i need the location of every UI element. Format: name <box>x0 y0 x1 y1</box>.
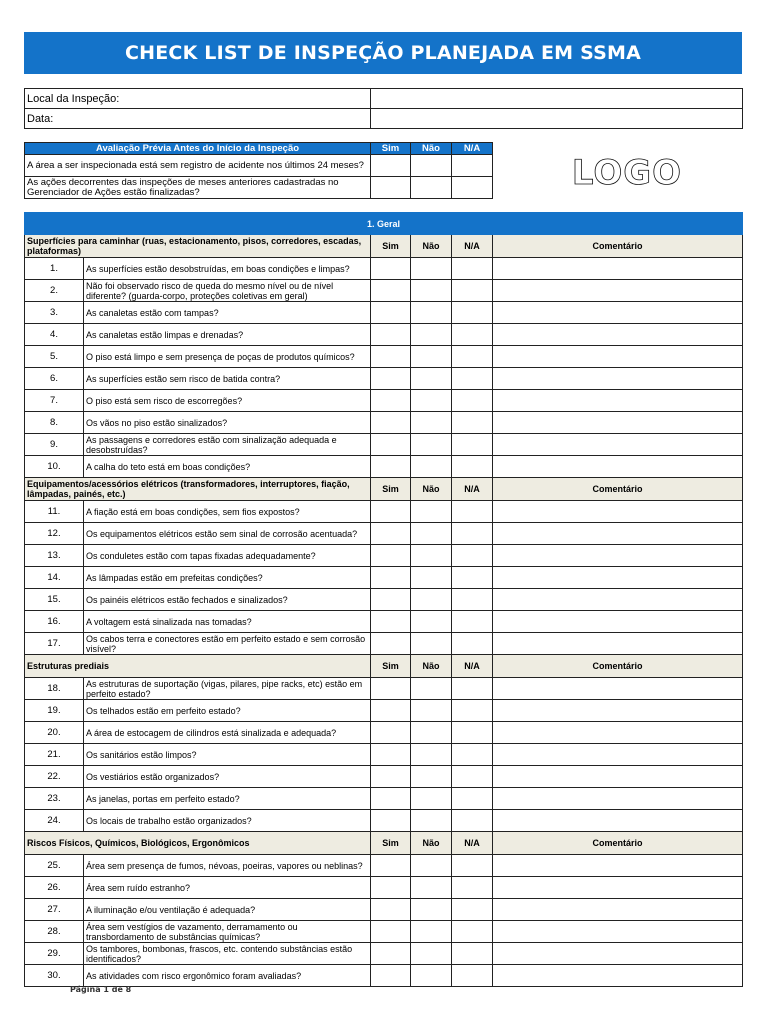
comentario-cell[interactable] <box>493 877 743 899</box>
pre-nao-cell[interactable] <box>411 155 452 177</box>
item-number: 25. <box>25 855 84 877</box>
nao-cell[interactable] <box>411 523 452 545</box>
comentario-cell[interactable] <box>493 965 743 987</box>
item-question: Os tambores, bombonas, frascos, etc. contendo substâncias estão identificados? <box>84 943 371 965</box>
table-row <box>25 700 743 722</box>
page-title: CHECK LIST DE INSPEÇÃO PLANEJADA EM SSMA <box>24 32 742 74</box>
comentario-cell[interactable] <box>493 346 743 368</box>
sim-cell[interactable] <box>371 589 411 611</box>
data-field[interactable] <box>371 109 743 129</box>
sim-cell[interactable] <box>371 368 411 390</box>
comentario-cell[interactable] <box>493 434 743 456</box>
na-cell[interactable] <box>452 368 493 390</box>
item-number: 7. <box>25 390 84 412</box>
item-question: As estruturas de suportação (vigas, pilares, pipe racks, etc) estão em perfeito estado? <box>84 678 371 700</box>
table-row <box>25 346 743 368</box>
item-question: As atividades com risco ergonômico foram avaliadas? <box>84 965 371 987</box>
table-row <box>25 678 743 700</box>
sim-header: Sim <box>371 478 411 501</box>
nao-header: Não <box>411 655 452 678</box>
table-row <box>25 412 743 434</box>
section-title: Superfícies para caminhar (ruas, estacionamento, pisos, corredores, escadas, plataformas) <box>25 235 371 258</box>
table-row <box>25 965 743 987</box>
nao-cell[interactable] <box>411 678 452 700</box>
comentario-cell[interactable] <box>493 633 743 655</box>
item-number: 21. <box>25 744 84 766</box>
item-question: A voltagem está sinalizada nas tomadas? <box>84 611 371 633</box>
nao-cell[interactable] <box>411 456 452 478</box>
table-row <box>25 589 743 611</box>
table-row <box>25 523 743 545</box>
item-number: 6. <box>25 368 84 390</box>
item-question: Os telhados estão em perfeito estado? <box>84 700 371 722</box>
item-number: 30. <box>25 965 84 987</box>
comentario-cell[interactable] <box>493 589 743 611</box>
item-number: 29. <box>25 943 84 965</box>
item-question: Os sanitários estão limpos? <box>84 744 371 766</box>
comentario-cell[interactable] <box>493 678 743 700</box>
sim-cell[interactable] <box>371 943 411 965</box>
table-row <box>25 633 743 655</box>
section-header-row <box>25 478 743 501</box>
item-number: 24. <box>25 810 84 832</box>
table-row <box>25 434 743 456</box>
item-question: Os conduletes estão com tapas fixadas adequadamente? <box>84 545 371 567</box>
pre-nao-cell[interactable] <box>411 177 452 199</box>
section-geral-title: 1. Geral <box>25 213 743 235</box>
table-row <box>25 877 743 899</box>
nao-cell[interactable] <box>411 258 452 280</box>
na-cell[interactable] <box>452 921 493 943</box>
item-question: Área sem presença de fumos, névoas, poeiras, vapores ou neblinas? <box>84 855 371 877</box>
nao-cell[interactable] <box>411 302 452 324</box>
na-cell[interactable] <box>452 324 493 346</box>
table-row <box>25 899 743 921</box>
item-question: Os vãos no piso estão sinalizados? <box>84 412 371 434</box>
sim-cell[interactable] <box>371 258 411 280</box>
nao-header: Não <box>411 478 452 501</box>
item-question: O piso está sem risco de escorregões? <box>84 390 371 412</box>
sim-cell[interactable] <box>371 611 411 633</box>
item-question: Os locais de trabalho estão organizados? <box>84 810 371 832</box>
inspection-info-table <box>24 88 743 129</box>
sim-cell[interactable] <box>371 899 411 921</box>
comentario-cell[interactable] <box>493 567 743 589</box>
na-header: N/A <box>452 478 493 501</box>
comentario-header: Comentário <box>493 235 743 258</box>
na-cell[interactable] <box>452 788 493 810</box>
table-row <box>25 368 743 390</box>
nao-cell[interactable] <box>411 545 452 567</box>
nao-cell[interactable] <box>411 501 452 523</box>
item-question: A iluminação e/ou ventilação é adequada? <box>84 899 371 921</box>
comentario-cell[interactable] <box>493 368 743 390</box>
item-question: A área de estocagem de cilindros está sinalizada e adequada? <box>84 722 371 744</box>
item-number: 11. <box>25 501 84 523</box>
nao-cell[interactable] <box>411 788 452 810</box>
comentario-cell[interactable] <box>493 501 743 523</box>
comentario-header: Comentário <box>493 478 743 501</box>
item-number: 23. <box>25 788 84 810</box>
nao-cell[interactable] <box>411 700 452 722</box>
item-question: As lâmpadas estão em prefeitas condições? <box>84 567 371 589</box>
item-number: 17. <box>25 633 84 655</box>
nao-cell[interactable] <box>411 611 452 633</box>
nao-cell[interactable] <box>411 965 452 987</box>
na-cell[interactable] <box>452 943 493 965</box>
nao-cell[interactable] <box>411 810 452 832</box>
nao-cell[interactable] <box>411 877 452 899</box>
item-number: 13. <box>25 545 84 567</box>
item-number: 16. <box>25 611 84 633</box>
na-cell[interactable] <box>452 722 493 744</box>
na-cell[interactable] <box>452 766 493 788</box>
comentario-cell[interactable] <box>493 390 743 412</box>
pre-question: As ações decorrentes das inspeções de meses anteriores cadastradas no Gerenciador de Ações estão finalizadas? <box>25 177 371 199</box>
nao-header: Não <box>411 235 452 258</box>
pre-question: A área a ser inspecionada está sem registro de acidente nos últimos 24 meses? <box>25 155 371 177</box>
item-number: 15. <box>25 589 84 611</box>
nao-cell[interactable] <box>411 324 452 346</box>
nao-cell[interactable] <box>411 943 452 965</box>
sim-cell[interactable] <box>371 678 411 700</box>
nao-cell[interactable] <box>411 280 452 302</box>
table-row <box>25 943 743 965</box>
table-row <box>25 788 743 810</box>
comentario-cell[interactable] <box>493 611 743 633</box>
item-question: Os cabos terra e conectores estão em perfeito estado e sem corrosão visível? <box>84 633 371 655</box>
pre-sim-header: Sim <box>371 143 411 155</box>
section-header-row <box>25 655 743 678</box>
na-cell[interactable] <box>452 633 493 655</box>
table-row <box>25 545 743 567</box>
item-question: Área sem ruído estranho? <box>84 877 371 899</box>
data-label: Data: <box>25 109 371 129</box>
comentario-cell[interactable] <box>493 280 743 302</box>
comentario-cell[interactable] <box>493 523 743 545</box>
sim-cell[interactable] <box>371 700 411 722</box>
item-number: 12. <box>25 523 84 545</box>
item-question: As canaletas estão limpas e drenadas? <box>84 324 371 346</box>
sim-header: Sim <box>371 832 411 855</box>
item-question: O piso está limpo e sem presença de poças de produtos químicos? <box>84 346 371 368</box>
item-number: 8. <box>25 412 84 434</box>
sim-cell[interactable] <box>371 346 411 368</box>
company-logo: LOGO <box>571 153 683 193</box>
pre-na-cell[interactable] <box>452 177 493 199</box>
item-number: 2. <box>25 280 84 302</box>
sim-cell[interactable] <box>371 744 411 766</box>
item-number: 28. <box>25 921 84 943</box>
table-row <box>25 302 743 324</box>
comentario-cell[interactable] <box>493 545 743 567</box>
item-question: Os equipamentos elétricos estão sem sinal de corrosão acentuada? <box>84 523 371 545</box>
na-cell[interactable] <box>452 810 493 832</box>
sim-header: Sim <box>371 655 411 678</box>
comentario-cell[interactable] <box>493 943 743 965</box>
nao-header: Não <box>411 832 452 855</box>
checklist-table <box>24 212 743 987</box>
comentario-cell[interactable] <box>493 788 743 810</box>
comentario-cell[interactable] <box>493 921 743 943</box>
nao-cell[interactable] <box>411 766 452 788</box>
na-header: N/A <box>452 832 493 855</box>
section-header-row <box>25 832 743 855</box>
sim-cell[interactable] <box>371 280 411 302</box>
pre-na-cell[interactable] <box>452 155 493 177</box>
nao-cell[interactable] <box>411 346 452 368</box>
table-row <box>25 921 743 943</box>
pre-sim-cell[interactable] <box>371 155 411 177</box>
item-question: Área sem vestígios de vazamento, derramamento ou transbordamento de substâncias químicas? <box>84 921 371 943</box>
nao-cell[interactable] <box>411 921 452 943</box>
na-cell[interactable] <box>452 744 493 766</box>
sim-cell[interactable] <box>371 324 411 346</box>
na-header: N/A <box>452 655 493 678</box>
sim-cell[interactable] <box>371 302 411 324</box>
sim-cell[interactable] <box>371 567 411 589</box>
na-cell[interactable] <box>452 456 493 478</box>
na-cell[interactable] <box>452 501 493 523</box>
sim-cell[interactable] <box>371 501 411 523</box>
table-row <box>25 722 743 744</box>
section-title: Estruturas prediais <box>25 655 371 678</box>
comentario-cell[interactable] <box>493 324 743 346</box>
nao-cell[interactable] <box>411 855 452 877</box>
nao-cell[interactable] <box>411 722 452 744</box>
item-question: As passagens e corredores estão com sinalização adequada e desobstruídas? <box>84 434 371 456</box>
comentario-cell[interactable] <box>493 700 743 722</box>
item-question: A calha do teto está em boas condições? <box>84 456 371 478</box>
item-question: A fiação está em boas condições, sem fios expostos? <box>84 501 371 523</box>
item-number: 9. <box>25 434 84 456</box>
page-footer: Página 1 de 8 <box>70 985 132 994</box>
table-row <box>25 766 743 788</box>
nao-cell[interactable] <box>411 368 452 390</box>
na-cell[interactable] <box>452 567 493 589</box>
item-question: Os vestiários estão organizados? <box>84 766 371 788</box>
pre-nao-header: Não <box>411 143 452 155</box>
item-question: As canaletas estão com tampas? <box>84 302 371 324</box>
na-cell[interactable] <box>452 965 493 987</box>
item-question: As janelas, portas em perfeito estado? <box>84 788 371 810</box>
nao-cell[interactable] <box>411 390 452 412</box>
item-number: 20. <box>25 722 84 744</box>
pre-heading: Avaliação Prévia Antes do Início da Inspeção <box>25 143 371 155</box>
item-number: 3. <box>25 302 84 324</box>
na-cell[interactable] <box>452 523 493 545</box>
nao-cell[interactable] <box>411 744 452 766</box>
section-title: Riscos Físicos, Químicos, Biológicos, Ergonômicos <box>25 832 371 855</box>
comentario-cell[interactable] <box>493 258 743 280</box>
table-row <box>25 744 743 766</box>
pre-evaluation-table <box>24 142 493 199</box>
item-number: 27. <box>25 899 84 921</box>
section-header-row <box>25 235 743 258</box>
table-row <box>25 501 743 523</box>
sim-cell[interactable] <box>371 788 411 810</box>
nao-cell[interactable] <box>411 412 452 434</box>
local-field[interactable] <box>371 89 743 109</box>
sim-cell[interactable] <box>371 412 411 434</box>
comentario-cell[interactable] <box>493 302 743 324</box>
nao-cell[interactable] <box>411 434 452 456</box>
nao-cell[interactable] <box>411 633 452 655</box>
comentario-cell[interactable] <box>493 810 743 832</box>
na-cell[interactable] <box>452 545 493 567</box>
item-number: 10. <box>25 456 84 478</box>
sim-cell[interactable] <box>371 545 411 567</box>
na-cell[interactable] <box>452 855 493 877</box>
sim-cell[interactable] <box>371 523 411 545</box>
pre-na-header: N/A <box>452 143 493 155</box>
local-label: Local da Inspeção: <box>25 89 371 109</box>
sim-cell[interactable] <box>371 965 411 987</box>
table-row <box>25 258 743 280</box>
comentario-cell[interactable] <box>493 412 743 434</box>
sim-cell[interactable] <box>371 633 411 655</box>
item-question: Não foi observado risco de queda do mesmo nível ou de nível diferente? (guarda-corpo, proteções coletivas em geral) <box>84 280 371 302</box>
item-number: 19. <box>25 700 84 722</box>
table-row <box>25 810 743 832</box>
item-number: 18. <box>25 678 84 700</box>
comentario-cell[interactable] <box>493 899 743 921</box>
item-number: 5. <box>25 346 84 368</box>
na-cell[interactable] <box>452 346 493 368</box>
table-row <box>25 611 743 633</box>
na-cell[interactable] <box>452 877 493 899</box>
table-row <box>25 390 743 412</box>
item-number: 26. <box>25 877 84 899</box>
na-cell[interactable] <box>452 302 493 324</box>
item-number: 14. <box>25 567 84 589</box>
sim-header: Sim <box>371 235 411 258</box>
table-row <box>25 456 743 478</box>
table-row <box>25 280 743 302</box>
sim-cell[interactable] <box>371 434 411 456</box>
sim-cell[interactable] <box>371 456 411 478</box>
nao-cell[interactable] <box>411 567 452 589</box>
nao-cell[interactable] <box>411 589 452 611</box>
sim-cell[interactable] <box>371 722 411 744</box>
sim-cell[interactable] <box>371 810 411 832</box>
na-header: N/A <box>452 235 493 258</box>
pre-sim-cell[interactable] <box>371 177 411 199</box>
sim-cell[interactable] <box>371 766 411 788</box>
item-number: 4. <box>25 324 84 346</box>
item-number: 1. <box>25 258 84 280</box>
na-cell[interactable] <box>452 434 493 456</box>
na-cell[interactable] <box>452 412 493 434</box>
na-cell[interactable] <box>452 678 493 700</box>
sim-cell[interactable] <box>371 390 411 412</box>
comentario-cell[interactable] <box>493 456 743 478</box>
section-title: Equipamentos/acessórios elétricos (transformadores, interruptores, fiação, lâmpadas, painés, etc.) <box>25 478 371 501</box>
comentario-cell[interactable] <box>493 766 743 788</box>
sim-cell[interactable] <box>371 877 411 899</box>
comentario-header: Comentário <box>493 832 743 855</box>
table-row <box>25 324 743 346</box>
comentario-header: Comentário <box>493 655 743 678</box>
na-cell[interactable] <box>452 258 493 280</box>
nao-cell[interactable] <box>411 899 452 921</box>
item-question: As superfícies estão desobstruídas, em boas condições e limpas? <box>84 258 371 280</box>
na-cell[interactable] <box>452 899 493 921</box>
item-number: 22. <box>25 766 84 788</box>
comentario-cell[interactable] <box>493 855 743 877</box>
sim-cell[interactable] <box>371 921 411 943</box>
na-cell[interactable] <box>452 589 493 611</box>
comentario-cell[interactable] <box>493 744 743 766</box>
sim-cell[interactable] <box>371 855 411 877</box>
comentario-cell[interactable] <box>493 722 743 744</box>
na-cell[interactable] <box>452 611 493 633</box>
item-question: Os painéis elétricos estão fechados e sinalizados? <box>84 589 371 611</box>
table-row <box>25 567 743 589</box>
table-row <box>25 855 743 877</box>
na-cell[interactable] <box>452 280 493 302</box>
na-cell[interactable] <box>452 700 493 722</box>
item-question: As superfícies estão sem risco de batida contra? <box>84 368 371 390</box>
na-cell[interactable] <box>452 390 493 412</box>
